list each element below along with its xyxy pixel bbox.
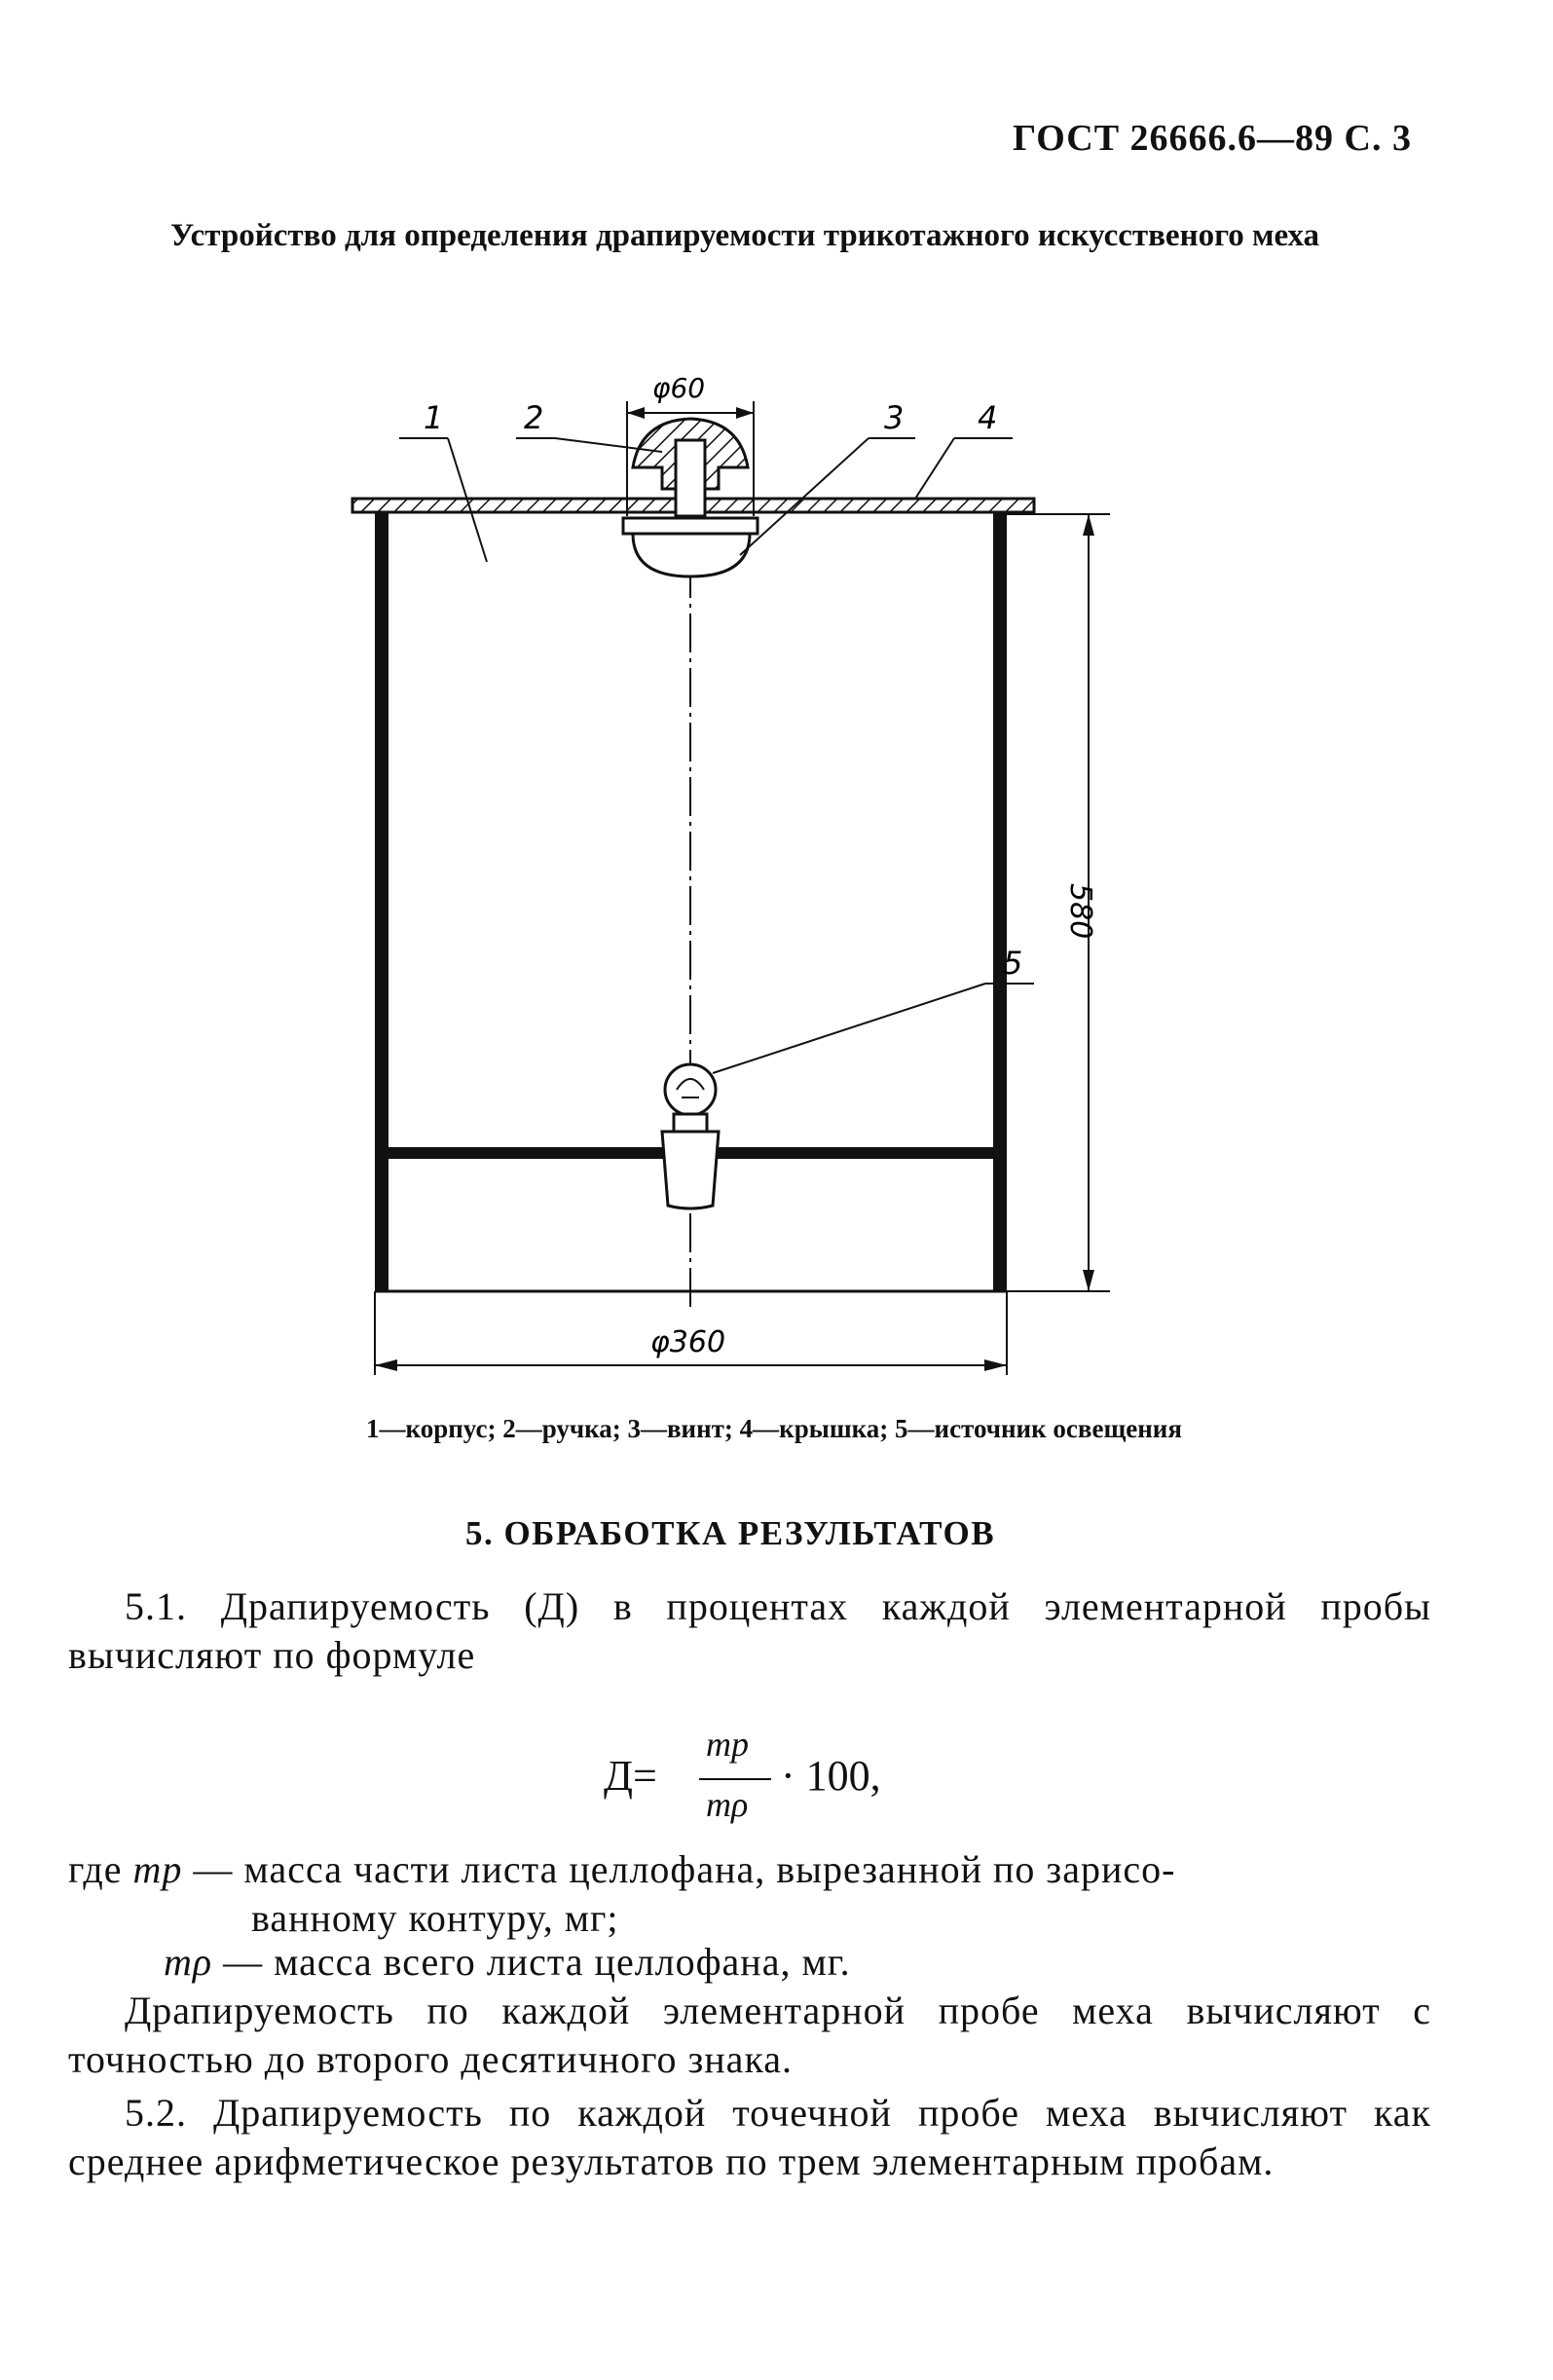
formula-fraction-bar [699,1778,771,1780]
figure-title: Устройство для определения драпируемости трикотажного искусственого меха [169,218,1320,253]
paragraph-5-1: 5.1. Драпируемость (Д) в процентах каждой элементарной пробы вычисляют по формуле [68,1584,1431,1677]
figure-caption: 1—корпус; 2—ручка; 3—винт; 4—крышка; 5—источник освещения [366,1414,1182,1443]
body-right-wall [993,512,1007,1291]
screw-plate [623,518,758,534]
section-heading: 5. ОБРАБОТКА РЕЗУЛЬТАТОВ [464,1514,996,1552]
callout-3: 3 [884,399,905,436]
where-definition-1 [68,1845,1412,1943]
dimension-bottom: φ360 [650,1325,726,1359]
where-definition-2 [164,1938,1429,1987]
callout-5: 5 [1003,945,1023,982]
formula-rhs: · 100, [781,1752,881,1800]
page-header: ГОСТ 26666.6—89 С. 3 [1013,118,1412,159]
body-left-wall [375,512,388,1291]
callout-2: 2 [524,399,544,436]
paragraph-5-2: 5.2. Драпируемость по каждой точечной пробе меха вычисляют как среднее арифметическое результатов по трем элементарным пробам. [68,2091,1431,2183]
where-definition-1-text: — масса части листа целлофана, вырезанной по зарисо- [193,1847,1176,1891]
where-prefix: где [68,1847,123,1891]
handle-stem [676,440,705,516]
paragraph-precision: Драпируемость по каждой элементарной пробе меха вычисляют с точностью до второго десятичного знака. [68,1989,1431,2081]
where-definition-2-text: — масса всего листа целлофана, мг. [223,1940,851,1984]
formula-lhs: Д= [604,1752,657,1800]
where-symbol-1: mр [132,1847,183,1891]
formula-numerator: mр [706,1725,749,1764]
where-definition-1-continuation: ванному контуру, мг; [251,1896,619,1940]
device-drawing [331,343,1139,1395]
where-symbol-2: mρ [164,1940,213,1984]
lamp-base [674,1114,707,1132]
callout-1: 1 [424,399,444,436]
formula-denominator: mρ [706,1785,749,1824]
dimension-top: φ60 [652,372,706,404]
screw-head [633,534,750,576]
dimension-height: 580 [1063,883,1097,940]
lamp-bulb [665,1064,716,1115]
lamp-socket [662,1132,719,1209]
device-svg [331,343,1139,1395]
callout-4: 4 [978,399,998,436]
formula [604,1724,993,1850]
